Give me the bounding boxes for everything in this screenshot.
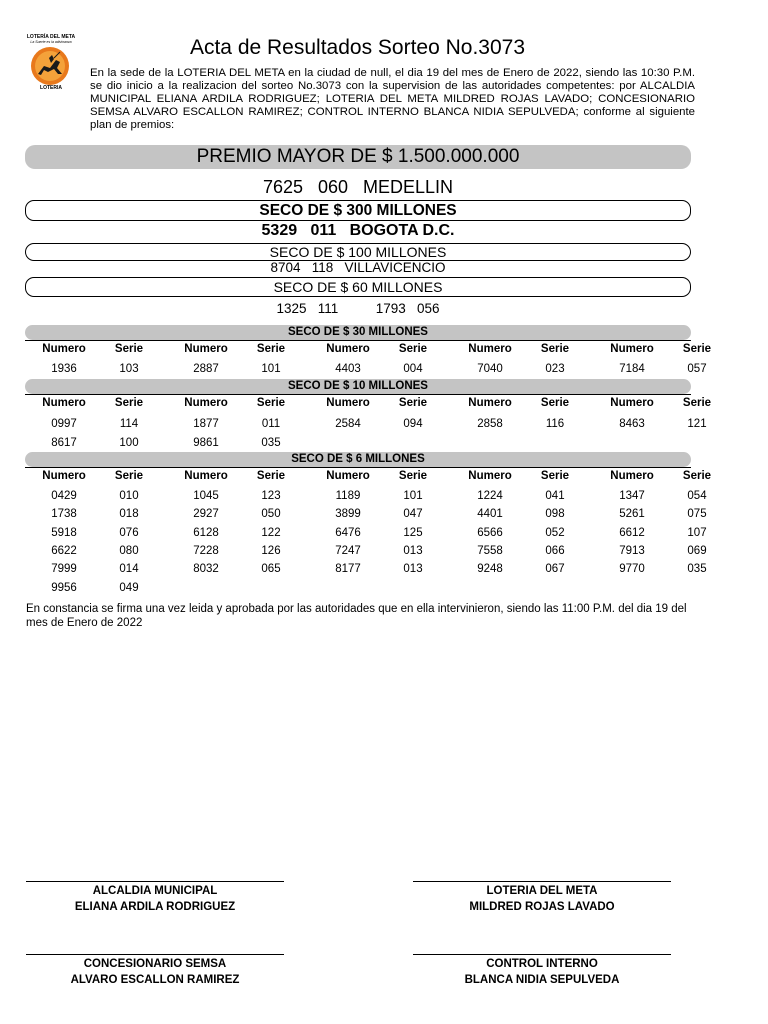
- winner-numero: 8617: [51, 436, 77, 449]
- winner-numero: 2927: [193, 508, 219, 521]
- winner-numero: 2584: [335, 418, 361, 430]
- signature-role: CONCESIONARIO SEMSA: [83, 958, 227, 970]
- serie-column-header: Serie: [398, 470, 428, 482]
- serie-column-header: Serie: [256, 470, 286, 482]
- horse-rider-emblem-icon: [30, 46, 70, 86]
- logo-sub-text: La Suerte es la adivinanza: [30, 40, 72, 44]
- winner-numero: 6622: [51, 544, 77, 557]
- winner-numero: 4401: [477, 508, 503, 521]
- page-title: Acta de Resultados Sorteo No.3073: [189, 36, 526, 59]
- winner-serie: 035: [261, 436, 281, 449]
- winner-serie: 041: [545, 490, 565, 502]
- winner-numero: 1347: [619, 490, 645, 502]
- winner-serie: 035: [687, 563, 707, 576]
- winner-numero: 8177: [335, 563, 361, 576]
- serie-column-header: Serie: [256, 397, 286, 409]
- signature-alcaldia: [26, 881, 284, 915]
- seco-300-bar: SECO DE $ 300 MILLONES: [25, 200, 691, 221]
- serie-column-header: Serie: [540, 470, 570, 482]
- winner-serie: 126: [261, 544, 281, 557]
- winner-numero: 7040: [477, 363, 503, 375]
- winner-numero: 2858: [477, 418, 503, 430]
- winner-numero: 7913: [619, 544, 645, 557]
- winner-serie: 004: [403, 363, 423, 375]
- seco-6-header: SECO DE $ 6 MILLONES: [25, 452, 691, 467]
- seco-100-bar: SECO DE $ 100 MILLONES: [25, 243, 691, 261]
- numero-column-header: Numero: [326, 470, 370, 482]
- winner-numero: 8032: [193, 563, 219, 576]
- premio-mayor-winner: 7625 060 MEDELLIN: [262, 177, 454, 197]
- seco-60-winners: 1325 111 1793 056: [276, 301, 440, 316]
- signature-name: BLANCA NIDIA SEPULVEDA: [464, 974, 620, 986]
- winner-serie: 116: [545, 418, 565, 430]
- serie-column-header: Serie: [682, 470, 712, 482]
- winner-serie: 050: [261, 508, 281, 521]
- winner-numero: 7228: [193, 544, 219, 557]
- winner-serie: 014: [119, 563, 139, 576]
- winner-numero: 4403: [335, 363, 361, 375]
- numero-column-header: Numero: [468, 470, 512, 482]
- winner-serie: 010: [119, 490, 139, 502]
- winner-serie: 066: [545, 544, 565, 557]
- winner-numero: 6612: [619, 526, 645, 539]
- numero-column-header: Numero: [468, 343, 512, 355]
- winner-numero: 3899: [335, 508, 361, 521]
- winner-serie: 069: [687, 544, 707, 557]
- winner-numero: 7558: [477, 544, 503, 557]
- winner-numero: 7999: [51, 563, 77, 576]
- winner-serie: 101: [403, 490, 423, 502]
- winner-numero: 7184: [619, 363, 645, 375]
- winner-serie: 101: [261, 363, 281, 375]
- winner-numero: 1738: [51, 508, 77, 521]
- numero-column-header: Numero: [184, 397, 228, 409]
- serie-column-header: Serie: [682, 343, 712, 355]
- winner-serie: 080: [119, 544, 139, 557]
- winner-serie: 047: [403, 508, 423, 521]
- seco-100-winner: 8704 118 VILLAVICENCIO: [270, 260, 446, 275]
- winner-numero: 6128: [193, 526, 219, 539]
- numero-column-header: Numero: [42, 343, 86, 355]
- numero-column-header: Numero: [184, 470, 228, 482]
- winner-serie: 125: [403, 526, 423, 539]
- winner-numero: 2887: [193, 363, 219, 375]
- winner-numero: 0997: [51, 418, 77, 430]
- winner-serie: 103: [119, 363, 139, 375]
- numero-column-header: Numero: [610, 470, 654, 482]
- winner-serie: 052: [545, 526, 565, 539]
- logo-top-text: LOTERÍA DEL META: [26, 34, 76, 40]
- winner-serie: 013: [403, 544, 423, 557]
- logo-bottom-text: LOTERIA: [40, 85, 62, 91]
- numero-column-header: Numero: [184, 343, 228, 355]
- winner-serie: 076: [119, 526, 139, 539]
- signature-name: MILDRED ROJAS LAVADO: [469, 901, 615, 913]
- signature-name: ELIANA ARDILA RODRIGUEZ: [74, 901, 236, 913]
- signature-control-interno: [413, 954, 671, 988]
- winner-numero: 9956: [51, 581, 77, 594]
- winner-serie: 057: [687, 363, 707, 375]
- winner-serie: 049: [119, 581, 139, 594]
- winner-serie: 122: [261, 526, 281, 539]
- winner-serie: 067: [545, 563, 565, 576]
- winner-numero: 1189: [335, 490, 361, 502]
- numero-column-header: Numero: [610, 397, 654, 409]
- serie-column-header: Serie: [114, 397, 144, 409]
- winner-numero: 0429: [51, 490, 77, 502]
- serie-column-header: Serie: [398, 343, 428, 355]
- winner-serie: 011: [261, 418, 281, 430]
- serie-column-header: Serie: [114, 470, 144, 482]
- seco-6-rule: [25, 467, 691, 468]
- winner-serie: 013: [403, 563, 423, 576]
- serie-column-header: Serie: [256, 343, 286, 355]
- winner-serie: 094: [403, 418, 423, 430]
- serie-column-header: Serie: [114, 343, 144, 355]
- seco-10-header: SECO DE $ 10 MILLONES: [25, 379, 691, 394]
- seco-30-header: SECO DE $ 30 MILLONES: [25, 325, 691, 340]
- winner-serie: 018: [119, 508, 139, 521]
- winner-numero: 9770: [619, 563, 645, 576]
- winner-serie: 123: [261, 490, 281, 502]
- winner-serie: 098: [545, 508, 565, 521]
- winner-serie: 121: [687, 418, 707, 430]
- winner-numero: 6566: [477, 526, 503, 539]
- seco-300-winner: 5329 011 BOGOTA D.C.: [261, 222, 455, 239]
- intro-paragraph: En la sede de la LOTERIA DEL META en la ciudad de null, el dia 19 del mes de Enero de 2022, siendo las 10:30 P.M. se dio inicio a la realizacion del sorteo No.3073 con la supervision de las autoridades competentes: por ALCALDIA MUNICIPAL ELIANA ARDILA RODRIGUEZ; LOTERIA DEL META MILDRED ROJAS LAVADO; CONCESIONARIO SEMSA ALVARO ESCALLON RAMIREZ; CONTROL INTERNO BLANCA NIDIA SEPULVEDA; conforme al siguiente plan de premios:: [90, 67, 695, 131]
- numero-column-header: Numero: [42, 470, 86, 482]
- seco-10-rule: [25, 394, 691, 395]
- signature-loteria: [413, 881, 671, 915]
- signature-role: CONTROL INTERNO: [486, 958, 598, 970]
- serie-column-header: Serie: [682, 397, 712, 409]
- winner-serie: 100: [119, 436, 139, 449]
- closing-paragraph: En constancia se firma una vez leida y aprobada por las autoridades que en ella intervinieron, siendo las 11:00 P.M. del dia 19 del mes de Enero de 2022: [26, 603, 687, 629]
- winner-serie: 107: [687, 526, 707, 539]
- premio-mayor-bar: PREMIO MAYOR DE $ 1.500.000.000: [25, 145, 691, 169]
- numero-column-header: Numero: [42, 397, 86, 409]
- winner-numero: 1045: [193, 490, 219, 502]
- winner-numero: 1877: [193, 418, 219, 430]
- winner-serie: 054: [687, 490, 707, 502]
- winner-numero: 5918: [51, 526, 77, 539]
- winner-serie: 114: [119, 418, 139, 430]
- seco-60-bar: SECO DE $ 60 MILLONES: [25, 277, 691, 297]
- winner-serie: 065: [261, 563, 281, 576]
- winner-numero: 1224: [477, 490, 503, 502]
- numero-column-header: Numero: [326, 397, 370, 409]
- signature-name: ALVARO ESCALLON RAMIREZ: [70, 974, 240, 986]
- winner-numero: 9861: [193, 436, 219, 449]
- serie-column-header: Serie: [540, 343, 570, 355]
- numero-column-header: Numero: [468, 397, 512, 409]
- serie-column-header: Serie: [398, 397, 428, 409]
- signature-role: ALCALDIA MUNICIPAL: [92, 885, 218, 897]
- seco-30-rule: [25, 340, 691, 341]
- signature-concesionario: [26, 954, 284, 988]
- serie-column-header: Serie: [540, 397, 570, 409]
- signature-role: LOTERIA DEL META: [486, 885, 598, 897]
- winner-numero: 1936: [51, 363, 77, 375]
- winner-serie: 075: [687, 508, 707, 521]
- winner-numero: 9248: [477, 563, 503, 576]
- winner-serie: 023: [545, 363, 565, 375]
- winner-numero: 7247: [335, 544, 361, 557]
- loteria-logo: [20, 34, 82, 94]
- winner-numero: 8463: [619, 418, 645, 430]
- winner-numero: 6476: [335, 526, 361, 539]
- numero-column-header: Numero: [326, 343, 370, 355]
- numero-column-header: Numero: [610, 343, 654, 355]
- winner-numero: 5261: [619, 508, 645, 521]
